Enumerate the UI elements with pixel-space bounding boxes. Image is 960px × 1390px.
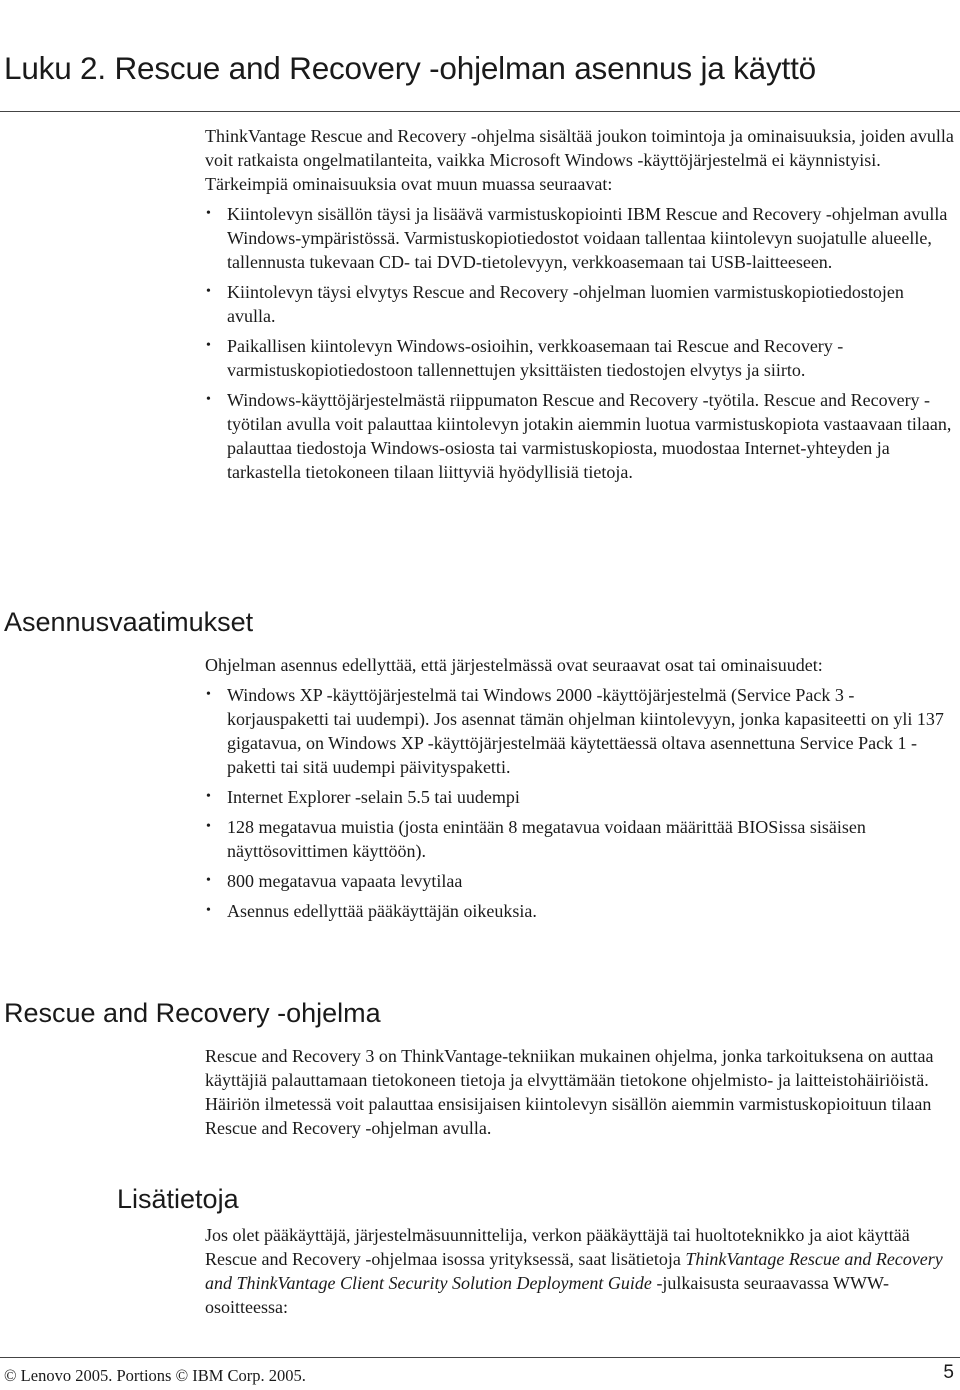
intro-paragraph: ThinkVantage Rescue and Recovery -ohjelma sisältää joukon toimintoja ja ominaisuuksia, joiden avulla voit ratkaista ongelmatilanteita, vaikka Microsoft Windows -käyttöjärjestelmä ei käynnistyisi. Tärkeimpiä ominaisuuksia ovat muun muassa seuraavat: [205,126,954,194]
list-item: • 800 megatavua vapaata levytilaa [205,869,955,893]
list-item: • 128 megatavua muistia (josta enintään 8 megatavua voidaan määrittää BIOSissa sisäisen näyttösovittimen käyttöön). [205,815,955,863]
list-item: • Kiintolevyn täysi elvytys Rescue and Recovery -ohjelman luomien varmistuskopiotiedostojen avulla. [205,280,955,328]
list-item: • Kiintolevyn sisällön täysi ja lisäävä varmistuskopiointi IBM Rescue and Recovery -ohjelman avulla Windows-ympäristössä. Varmistuskopiotiedostot voidaan tallentaa kiintolevyn suojatulle alueelle, tallennusta tukevaan CD- tai DVD-tietolevyyn, verkkoasemaan tai USB-laitteeseen. [205,202,955,274]
program-heading: Rescue and Recovery -ohjelma [4,998,381,1028]
program-paragraph: Rescue and Recovery 3 on ThinkVantage-tekniikan mukainen ohjelma, jonka tarkoituksena on auttaa käyttäjiä palauttamaan tietokoneen tietoja ja elvyttämään tietokone ohjelmisto- ja laitteistohäiriöistä. Häiriön ilmetessä voit palauttaa ensisijaisen kiintolevyn sisällön aiemmin varmistuskopioituun tilaan Rescue and Recovery -ohjelman avulla. [205,1046,934,1138]
footer-rule [0,1357,960,1358]
list-item: • Windows-käyttöjärjestelmästä riippumaton Rescue and Recovery -työtila. Rescue and Recovery -työtilan avulla voit palauttaa kiintolevyn jotakin aiemmin luotua varmistuskopiota vastaavaan tilaan, palauttaa tiedostoja Windows-osiosta tai varmistuskopiosta, muodostaa Internet-yhteyden ja tarkastella tietokoneen tilaan liittyviä hyödyllisiä tietoja. [205,388,955,484]
requirements-list [205,683,955,923]
list-item: • Paikallisen kiintolevyn Windows-osioihin, verkkoasemaan tai Rescue and Recovery -varmistuskopiotiedostoon tallennettujen yksittäisten tiedostojen elvytys ja siirto. [205,334,955,382]
more-info-paragraph [205,1223,955,1319]
requirements-heading: Asennusvaatimukset [4,607,254,637]
chapter-title: Luku 2. Rescue and Recovery -ohjelman asennus ja käyttö [4,50,816,86]
list-item: • Internet Explorer -selain 5.5 tai uudempi [205,785,955,809]
more-info-heading: Lisätietoja [117,1184,239,1214]
page-number: 5 [943,1362,954,1383]
more-info-text-end: -julkaisusta seuraavassa WWW-osoitteessa: [205,1273,890,1317]
copyright-notice: © Lenovo 2005. Portions © IBM Corp. 2005. [4,1366,306,1385]
more-info-text: Jos olet pääkäyttäjä, järjestelmäsuunnittelija, verkon pääkäyttäjä tai huoltoteknikko ja aiot käyttää Rescue and Recovery -ohjelmaa isossa yrityksessä, saat lisätietoja [205,1225,910,1269]
header-rule [0,111,960,112]
list-item: • Windows XP -käyttöjärjestelmä tai Windows 2000 -käyttöjärjestelmä (Service Pack 3 -korjauspaketti tai uudempi). Jos asennat tämän ohjelman kiintolevyyn, jonka kapasiteetti on yli 137 gigatavua, on Windows XP -käyttöjärjestelmää käytettäessä oltava asennettuna Service Pack 1 -paketti tai sitä uudempi päivityspaketti. [205,683,955,779]
intro-section [205,124,955,490]
requirements-paragraph: Ohjelman asennus edellyttää, että järjestelmässä ovat seuraavat osat tai ominaisuudet: [205,655,823,675]
program-section [205,1044,955,1140]
feature-list [205,202,955,484]
more-info-section [205,1223,955,1319]
requirements-section [205,653,955,929]
guide-title: ThinkVantage Rescue and Recovery and ThinkVantage Client Security Solution Deployment Guide [205,1249,943,1293]
list-item: • Asennus edellyttää pääkäyttäjän oikeuksia. [205,899,955,923]
